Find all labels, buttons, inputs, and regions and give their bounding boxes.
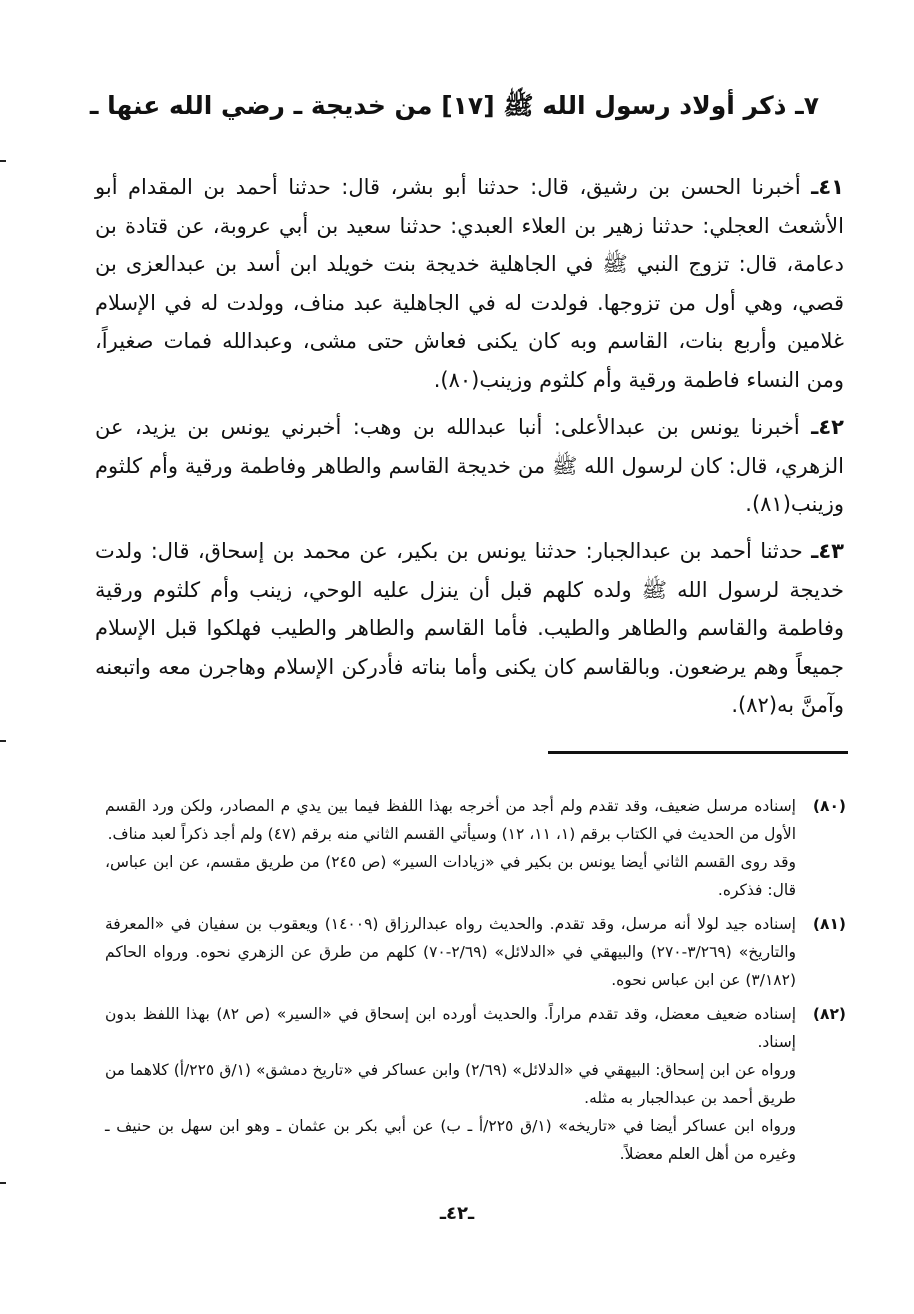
page-number: ـ٤٢ـ: [439, 1203, 475, 1224]
footnote-line: إسناده مرسل ضعيف، وقد تقدم ولم أجد من أخرجه بهذا اللفظ فيما بين يدي م المصادر، ولكن ورد القسم الأول من الحديث في الكتاب برقم (١، ١١، ١٢) وسيأتي القسم الثاني منه برقم (٤٧) ولم أجد ذكراً لعبد مناف.: [105, 797, 796, 843]
footnote-line: إسناده جيد لولا أنه مرسل، وقد تقدم. والحديث رواه عبدالرزاق (١٤٠٠٩) ويعقوب بن سفيان في «المعرفة والتاريخ» (٣/٢٦٩-٢٧٠) والبيهقي في «الدلائل» (٢/٦٩-٧٠) كلهم من طرق عن الزهري نحوه. ورواه الحاكم (٣/١٨٢) عن ابن عباس نحوه.: [105, 915, 796, 989]
footnote-80: [105, 792, 846, 904]
footnote-line: إسناده ضعيف معضل، وقد تقدم مراراً. والحديث أورده ابن إسحاق في «السير» (ص ٨٢) بهذا اللفظ بدون إسناد.: [105, 1005, 797, 1051]
hadith-paragraph-43: [95, 532, 844, 725]
footnote-82: [105, 1000, 846, 1168]
scan-edge-mark: [0, 740, 6, 742]
scan-edge-mark: [0, 1182, 6, 1184]
hadith-text: أخبرنا الحسن بن رشيق، قال: حدثنا أبو بشر، قال: حدثنا أحمد بن المقدام أبو الأشعث العجلي: حدثنا زهير بن العلاء العبدي: حدثنا سعيد بن أبي عروبة، عن قتادة بن دعامة، قال: تزوج النبي ﷺ في الجاهلية خديجة بنت خويلد ابن أسد بن عبدالعزى بن قصي، وهي أول من تزوجها. فولدت له في الجاهلية عبد مناف، وولدت له في الإسلام غلامين وأربع بنات، القاسم وبه كان يكنى فعاش حتى مشى، وعبدالله فمات صغيراً، ومن النساء فاطمة ورقية وأم كلثوم وزينب(٨٠).: [95, 175, 844, 392]
footnote-divider: [548, 751, 848, 754]
hadith-paragraph-41: [95, 168, 844, 399]
chapter-title: ٧ـ ذكر أولاد رسول الله ﷺ [١٧] من خديجة ـ رضي الله عنها ـ: [89, 91, 819, 120]
footnote-line: ورواه عن ابن إسحاق: البيهقي في «الدلائل» (٢/٦٩) وابن عساكر في «تاريخ دمشق» (١/ق ٢٢٥/أ) كلاهما من طريق أحمد بن عبدالجبار به مثله.: [105, 1061, 796, 1107]
footnote-number: (٨٢): [812, 1005, 846, 1023]
footnotes-section: [105, 792, 846, 1174]
footnote-number: (٨١): [812, 915, 846, 933]
footnote-line: وقد روى القسم الثاني أيضا يونس بن بكير في «زيادات السير» (ص ٢٤٥) من طريق مقسم، عن ابن عباس، قال: فذكره.: [105, 853, 797, 899]
footnote-81: [105, 910, 846, 994]
hadith-number: ٤١ـ: [811, 175, 844, 199]
footnote-line: ورواه ابن عساكر أيضا في «تاريخه» (١/ق ٢٢٥/أ ـ ب) عن أبي بكر بن عثمان ـ وهو ابن سهل بن حنيف ـ وغيره من أهل العلم معضلاً.: [105, 1117, 797, 1163]
hadith-number: ٤٣ـ: [811, 539, 844, 563]
hadith-paragraph-42: [95, 408, 844, 524]
hadith-text: حدثنا أحمد بن عبدالجبار: حدثنا يونس بن بكير، عن محمد بن إسحاق، قال: ولدت خديجة لرسول الله ﷺ ولده كلهم قبل أن ينزل عليه الوحي، زينب وأم كلثوم ورقية وفاطمة والقاسم والطاهر والطيب. فأما القاسم والطاهر والطيب فهلكوا قبل الإسلام جميعاً وهم يرضعون. وبالقاسم كان يكنى وأما بناته فأدركن الإسلام وهاجرن معه واتبعنه وآمنَّ به(٨٢).: [95, 539, 844, 717]
hadith-number: ٤٢ـ: [811, 415, 844, 439]
footnote-number: (٨٠): [812, 797, 846, 815]
hadith-text: أخبرنا يونس بن عبدالأعلى: أنبا عبدالله بن وهب: أخبرني يونس بن يزيد، عن الزهري، قال: كان لرسول الله ﷺ من خديجة القاسم والطاهر وفاطمة ورقية وأم كلثوم وزينب(٨١).: [95, 415, 844, 516]
scan-edge-mark: [0, 160, 6, 162]
